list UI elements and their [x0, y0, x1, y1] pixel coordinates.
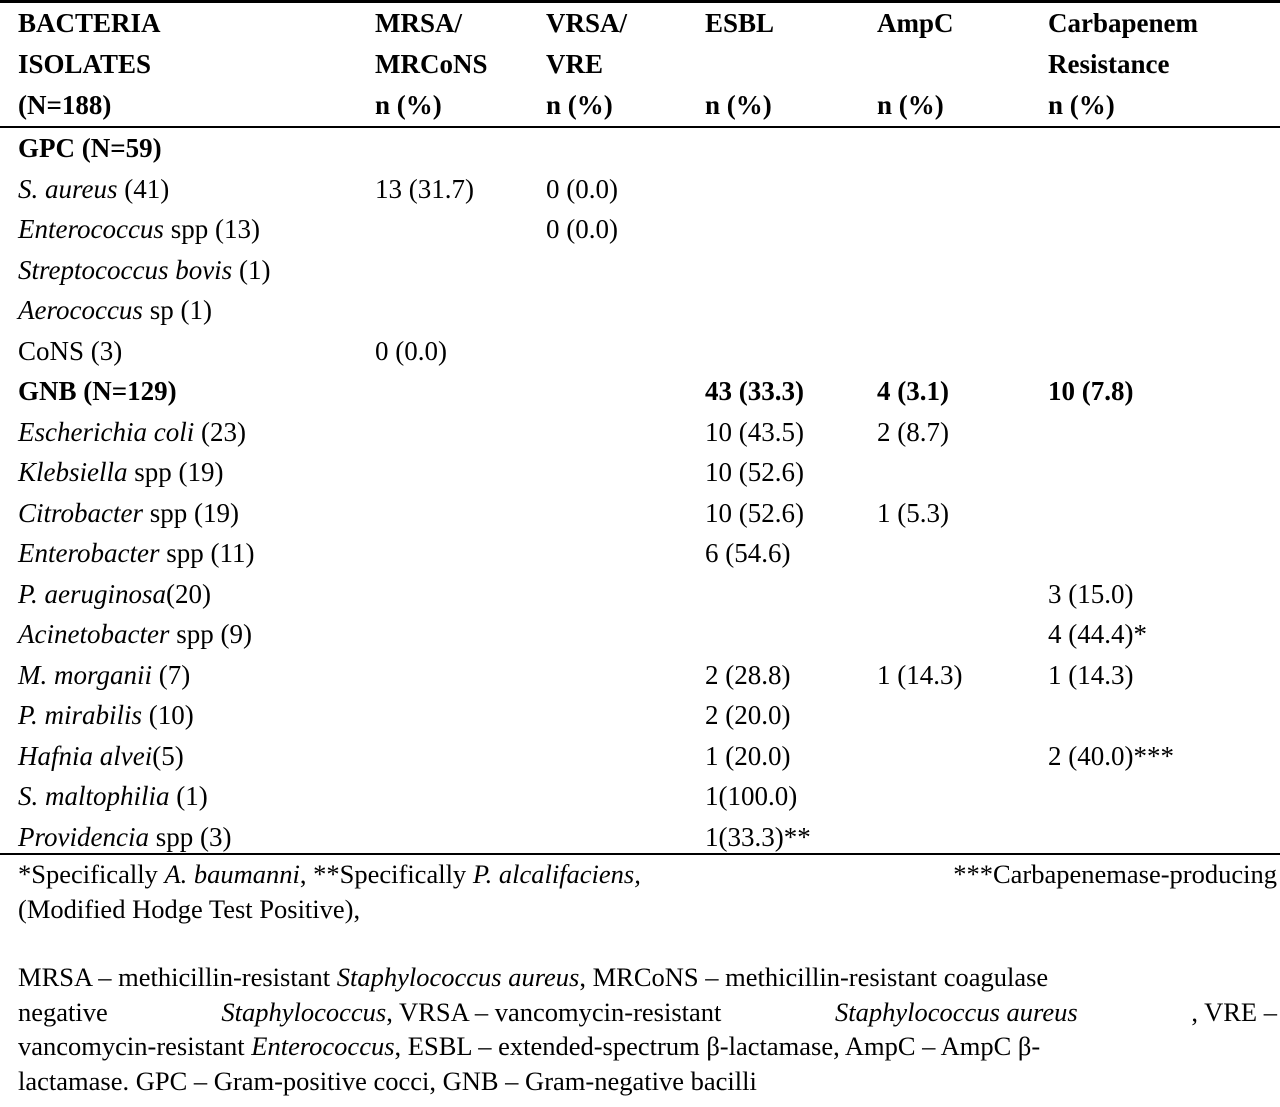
isolate-name-italic: S. aureus [18, 173, 118, 204]
table-cell: 1 (14.3) [877, 659, 963, 690]
isolate-name-italic: Enterococcus [18, 214, 164, 244]
table-cell: 0 (0.0) [546, 214, 618, 244]
group-header [18, 128, 162, 168]
abbrev-text: vancomycin-resistant [18, 1031, 245, 1061]
isolate-name-text: spp (13) [163, 214, 260, 244]
column-header: ISOLATES [18, 49, 152, 79]
table-cell: 1 (5.3) [877, 497, 949, 528]
footnote-text: ***Carbapenemase-producing [953, 859, 1277, 889]
isolate-name [18, 695, 194, 735]
abbrev-text: Enterococcus [251, 1031, 395, 1061]
isolate-name [18, 169, 169, 209]
isolate-name [18, 533, 254, 573]
isolate-name [18, 655, 190, 695]
isolate-name-text: GPC (N=59) [18, 133, 162, 163]
footnote-text: (Modified Hodge Test Positive), [18, 893, 361, 924]
isolate-name-text: CoNS (3) [18, 335, 123, 366]
table-cell: 13 (31.7) [375, 173, 474, 204]
table-cell: 2 (40.0)*** [1048, 740, 1174, 771]
isolate-name-text: (7) [152, 659, 191, 690]
column-header: n (%) [375, 90, 442, 120]
isolate-name-text: spp (19) [127, 457, 224, 487]
isolate-name-italic: P. mirabilis [18, 700, 143, 730]
footnote-text: , **Specifically [299, 859, 467, 889]
isolate-name-text: (41) [117, 173, 170, 204]
table-cell: 1 (14.3) [1048, 659, 1134, 690]
table-cell: 10 (52.6) [705, 457, 804, 487]
isolate-name-text: spp (19) [143, 497, 239, 528]
column-header: AmpC [877, 8, 954, 38]
isolate-name-text: (20) [166, 578, 211, 609]
table-cell: 10 (52.6) [705, 497, 804, 528]
column-header: ESBL [705, 8, 775, 38]
group-header [18, 371, 177, 411]
isolate-name-italic: Aerococcus [18, 295, 143, 325]
table-cell: 2 (8.7) [877, 416, 949, 447]
isolate-name-text: sp (1) [142, 295, 212, 325]
abbrev-text: Staphylococcus [221, 996, 387, 1027]
abbrev-text: , MRCoNS – methicillin-resistant coagulase [579, 962, 1049, 992]
table-cell: 1(33.3)** [705, 821, 811, 852]
isolate-name-italic: M. morganii [18, 659, 152, 690]
abbrev-line-2 [18, 995, 1277, 1030]
abbrev-text: lactamase. GPC – Gram-positive cocci, GNB – Gram-negative bacilli [18, 1065, 757, 1096]
isolate-name [18, 452, 224, 492]
abbreviations [18, 960, 1277, 1098]
table-cell: 10 (7.8) [1048, 376, 1134, 406]
abbrev-text: , ESBL – extended-spectrum β-lactamase, AmpC – AmpC β- [394, 1031, 1041, 1061]
isolate-name [18, 574, 211, 614]
column-header: MRSA/ [375, 8, 462, 38]
isolate-name-text: (10) [142, 700, 194, 730]
isolate-name [18, 412, 246, 452]
abbrev-line-3 [18, 1029, 1277, 1064]
isolate-name-italic: Enterobacter [18, 538, 160, 568]
footnote-text: *Specifically [18, 859, 158, 889]
isolate-name [18, 250, 270, 290]
footnote-text: P. alcalifaciens, [472, 859, 641, 889]
isolate-name-italic: Streptococcus bovis [18, 254, 233, 285]
isolate-name [18, 493, 239, 533]
isolate-name-italic: Citrobacter [18, 497, 143, 528]
footnote-text: A. baumanni [164, 859, 300, 889]
header-rule [0, 126, 1280, 128]
isolate-name [18, 614, 252, 654]
column-header: (N=188) [18, 90, 112, 120]
column-header: Carbapenem [1048, 8, 1198, 38]
isolate-name-text: spp (11) [159, 538, 255, 568]
isolate-name-italic: S. maltophilia [18, 781, 170, 811]
isolate-name-text: spp (3) [148, 821, 232, 852]
isolate-name [18, 776, 208, 816]
table-cell: 1(100.0) [705, 781, 798, 811]
table-cell: 0 (0.0) [375, 335, 447, 366]
table-cell: 3 (15.0) [1048, 578, 1134, 609]
table-cell: 4 (3.1) [877, 376, 949, 406]
abbrev-line-1 [18, 960, 1277, 995]
abbrev-text: Staphylococcus aureus [835, 996, 1078, 1027]
isolate-name-text: (23) [194, 416, 246, 447]
isolate-name [18, 290, 212, 330]
isolate-name-italic: Providencia [18, 821, 149, 852]
column-header: VRSA/ [546, 8, 628, 38]
column-header: n (%) [705, 90, 772, 120]
column-header: MRCoNS [375, 49, 488, 79]
abbrev-text: , VRE – [1191, 996, 1277, 1027]
abbrev-text: Staphylococcus aureus [336, 962, 580, 992]
abbrev-text: MRSA – methicillin-resistant [18, 962, 331, 992]
isolate-name-italic: Hafnia alvei [18, 740, 153, 771]
column-header: VRE [546, 49, 604, 79]
table-cell: 1 (20.0) [705, 740, 791, 771]
isolate-name-text: (1) [169, 781, 208, 811]
isolate-name-italic: Klebsiella [18, 457, 128, 487]
isolate-name-text: (1) [232, 254, 271, 285]
column-header: n (%) [877, 90, 944, 120]
abbrev-text: negative [18, 996, 108, 1027]
column-header: BACTERIA [18, 8, 161, 38]
table-bottom-rule [0, 853, 1280, 855]
table-cell: 0 (0.0) [546, 173, 618, 204]
table-cell: 10 (43.5) [705, 416, 804, 447]
abbrev-text: , VRSA – vancomycin-resistant [386, 996, 722, 1027]
isolate-name-italic: Escherichia coli [18, 416, 195, 447]
isolate-name-italic: P. aeruginosa [18, 578, 167, 609]
isolate-name-italic: Acinetobacter [18, 619, 170, 649]
isolate-name [18, 331, 122, 371]
column-header: Resistance [1048, 49, 1170, 79]
column-header: n (%) [546, 90, 613, 120]
isolate-name-text: spp (9) [169, 619, 252, 649]
table-cell: 2 (28.8) [705, 659, 791, 690]
table-cell: 2 (20.0) [705, 700, 791, 730]
footnote [18, 857, 1277, 926]
footnote-line-1 [18, 857, 1277, 892]
table-cell: 4 (44.4)* [1048, 619, 1147, 649]
isolate-name [18, 736, 184, 776]
table-cell: 43 (33.3) [705, 376, 804, 406]
table-cell: 6 (54.6) [705, 538, 791, 568]
isolate-name [18, 817, 231, 857]
column-header: n (%) [1048, 90, 1115, 120]
isolate-name-text: (5) [152, 740, 184, 771]
isolate-name [18, 209, 260, 249]
isolate-name-text: GNB (N=129) [18, 376, 177, 406]
